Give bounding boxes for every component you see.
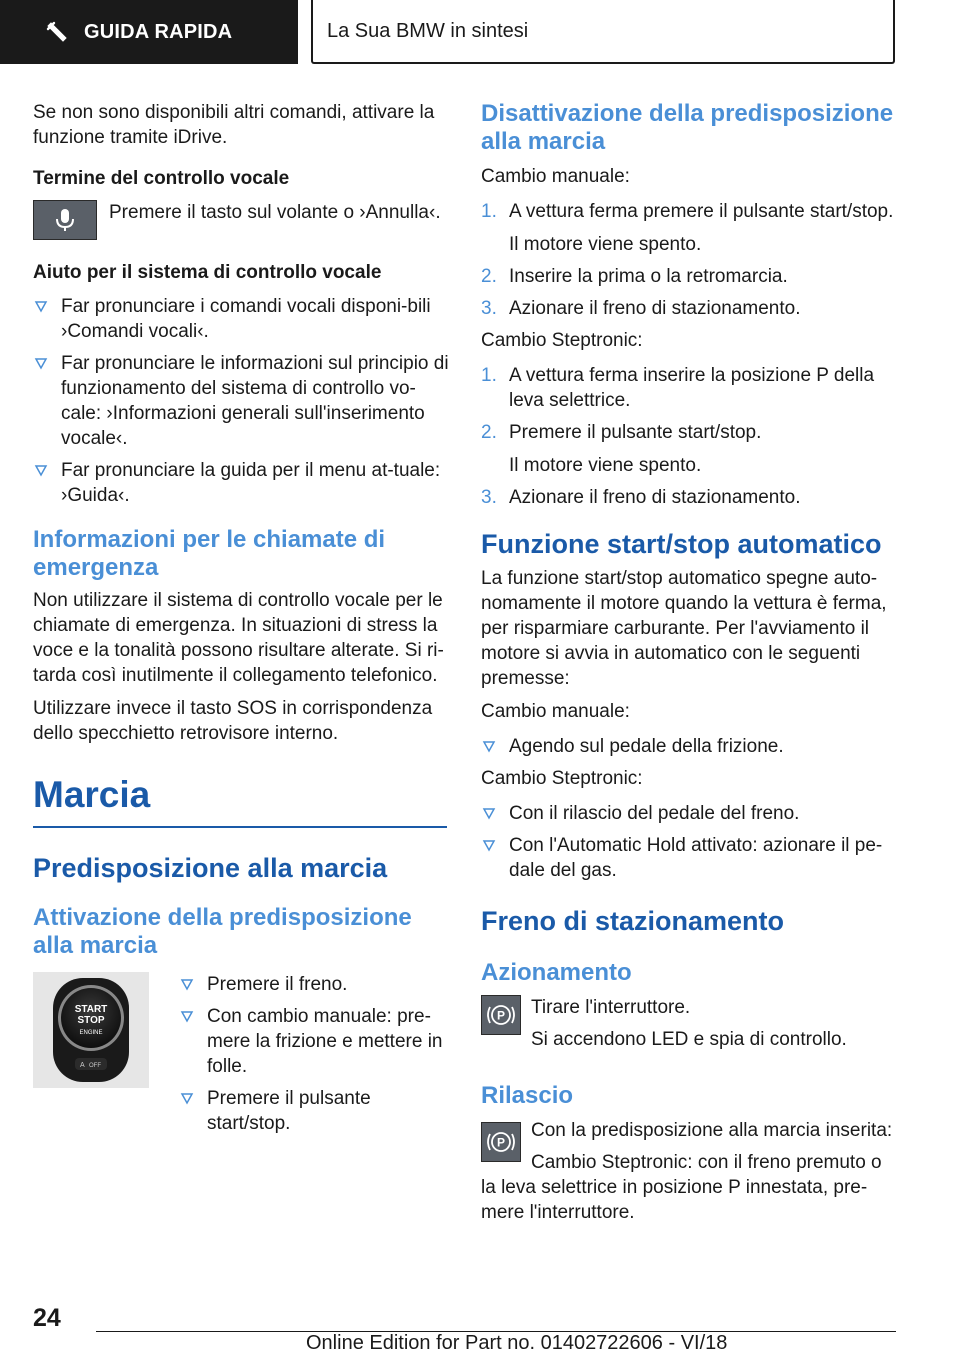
page-header bbox=[311, 0, 895, 64]
auto-heading: Funzione start/stop automatico bbox=[481, 529, 882, 559]
azion-text-1: Tirare l'interruttore. bbox=[531, 997, 691, 1018]
svg-text:A: A bbox=[80, 1062, 85, 1069]
help-heading: Aiuto per il sistema di controllo vocale bbox=[33, 262, 382, 283]
emergency-text-1: Non utilizzare il sistema di controllo vocale per le chiamate di emergenza. In situazioni di stress la voce e la tonalità possono risultare alterate. Si ri-tarda così inutilmente il collegamento telefonico. bbox=[33, 590, 444, 686]
rilascio-text-2: Cambio Steptronic: con il freno premuto o la leva selettrice in posizione P innestata, pre-mere l'interruttore. bbox=[481, 1152, 882, 1223]
triangle-bullet-icon bbox=[180, 1009, 194, 1023]
list-item: Far pronunciare la guida per il menu at-tuale: ›Guida‹. bbox=[33, 458, 449, 508]
rilascio-block bbox=[481, 1118, 901, 1225]
triangle-bullet-icon bbox=[482, 739, 496, 753]
emergency-text-2: Utilizzare invece il tasto SOS in corrispondenza dello specchietto retrovisore interno. bbox=[33, 698, 433, 744]
list-item: Con il rilascio del pedale del freno. bbox=[481, 801, 901, 826]
stop-label: STOP bbox=[77, 1015, 105, 1026]
parking-brake-icon bbox=[481, 995, 521, 1035]
intro-text: Se non sono disponibili altri comandi, attivare la funzione tramite iDrive. bbox=[33, 102, 435, 148]
attiv-block bbox=[33, 972, 449, 1143]
attiv-heading: Attivazione della predisposizione alla marcia bbox=[33, 904, 412, 959]
park-heading: Freno di stazionamento bbox=[481, 906, 785, 936]
list-item: Con cambio manuale: pre-mere la frizione e mettere in folle. bbox=[179, 1004, 449, 1079]
auto-manual-label: Cambio manuale: bbox=[481, 701, 630, 722]
edition-text: Online Edition for Part no. 01402722606 - VI/18 bbox=[306, 1332, 728, 1354]
list-item: Far pronunciare le informazioni sul principio di funzionamento del sistema di controllo vo-cale: ›Informazioni generali sull'inserimento vocale‹. bbox=[33, 351, 449, 451]
triangle-bullet-icon bbox=[482, 838, 496, 852]
microphone-icon bbox=[33, 200, 97, 240]
step-item: 3. Azionare il freno di stazionamento. bbox=[481, 298, 801, 319]
end-voice-text: Premere il tasto sul volante o ›Annulla‹. bbox=[109, 202, 441, 223]
rilascio-heading: Rilascio bbox=[481, 1082, 574, 1109]
step-item: 3. Azionare il freno di stazionamento. bbox=[481, 487, 801, 508]
emergency-heading: Informazioni per le chiamate di emergenza bbox=[33, 526, 386, 581]
step-item: 2. Inserire la prima o la retromarcia. bbox=[481, 266, 788, 287]
manual-label: Cambio manuale: bbox=[481, 166, 630, 187]
list-item: Agendo sul pedale della frizione. bbox=[481, 734, 901, 759]
step-item: 1. A vettura ferma inserire la posizione P della leva selettrice. bbox=[481, 365, 875, 411]
steptronic-label: Cambio Steptronic: bbox=[481, 330, 643, 351]
triangle-bullet-icon bbox=[34, 356, 48, 370]
triangle-bullet-icon bbox=[34, 299, 48, 313]
auto-step-list bbox=[481, 801, 901, 883]
end-voice-heading: Termine del controllo vocale bbox=[33, 168, 290, 189]
svg-text:P: P bbox=[496, 1135, 506, 1150]
off-label: OFF bbox=[89, 1063, 101, 1069]
auto-text: La funzione start/stop automatico spegne auto-nomamente il motore quando la vettura è ferma, per risparmiare carburante. Per l'avviamento il motore si avvia in automatico con le seguenti premesse: bbox=[481, 568, 887, 689]
list-item: Premere il freno. bbox=[179, 972, 449, 997]
section-tab bbox=[0, 0, 298, 64]
auto-step-label: Cambio Steptronic: bbox=[481, 768, 643, 789]
list-item: Con l'Automatic Hold attivato: azionare il pe-dale del gas. bbox=[481, 833, 901, 883]
help-list bbox=[33, 294, 449, 508]
parking-brake-icon bbox=[481, 1122, 521, 1162]
triangle-bullet-icon bbox=[180, 977, 194, 991]
predisp-heading: Predisposizione alla marcia bbox=[33, 853, 388, 883]
list-item: Far pronunciare i comandi vocali disponi-bili ›Comandi vocali‹. bbox=[33, 294, 449, 344]
list-item: Premere il pulsante start/stop. bbox=[179, 1086, 449, 1136]
step-item: 1. A vettura ferma premere il pulsante start/stop. Il motore viene spento. bbox=[481, 201, 894, 255]
page-title: La Sua BMW in sintesi bbox=[327, 19, 529, 42]
start-stop-button-image bbox=[33, 972, 149, 1088]
section-divider bbox=[33, 826, 447, 828]
triangle-bullet-icon bbox=[180, 1091, 194, 1105]
section-label: GUIDA RAPIDA bbox=[84, 20, 233, 43]
start-label: START bbox=[74, 1004, 108, 1015]
triangle-bullet-icon bbox=[34, 463, 48, 477]
triangle-bullet-icon bbox=[482, 806, 496, 820]
step-item: 2. Premere il pulsante start/stop. Il motore viene spento. bbox=[481, 422, 762, 476]
right-column bbox=[481, 100, 901, 1233]
end-voice-row bbox=[33, 200, 449, 240]
page-number: 24 bbox=[33, 1304, 61, 1332]
auto-manual-list bbox=[481, 734, 901, 759]
engine-label: ENGINE bbox=[79, 1030, 103, 1036]
left-column bbox=[33, 100, 449, 1143]
azion-heading: Azionamento bbox=[481, 959, 632, 986]
azion-row bbox=[481, 995, 901, 1060]
marcia-heading: Marcia bbox=[33, 774, 151, 815]
attiv-list bbox=[179, 972, 449, 1143]
svg-text:P: P bbox=[496, 1008, 506, 1023]
rilascio-text-1: Con la predisposizione alla marcia inserita: bbox=[531, 1120, 893, 1141]
manual-steps bbox=[481, 199, 901, 321]
azion-text-2: Si accendono LED e spia di controllo. bbox=[531, 1029, 847, 1050]
pin-icon bbox=[44, 19, 70, 45]
steptronic-steps bbox=[481, 363, 901, 510]
disatt-heading: Disattivazione della predisposizione alla marcia bbox=[481, 100, 894, 155]
